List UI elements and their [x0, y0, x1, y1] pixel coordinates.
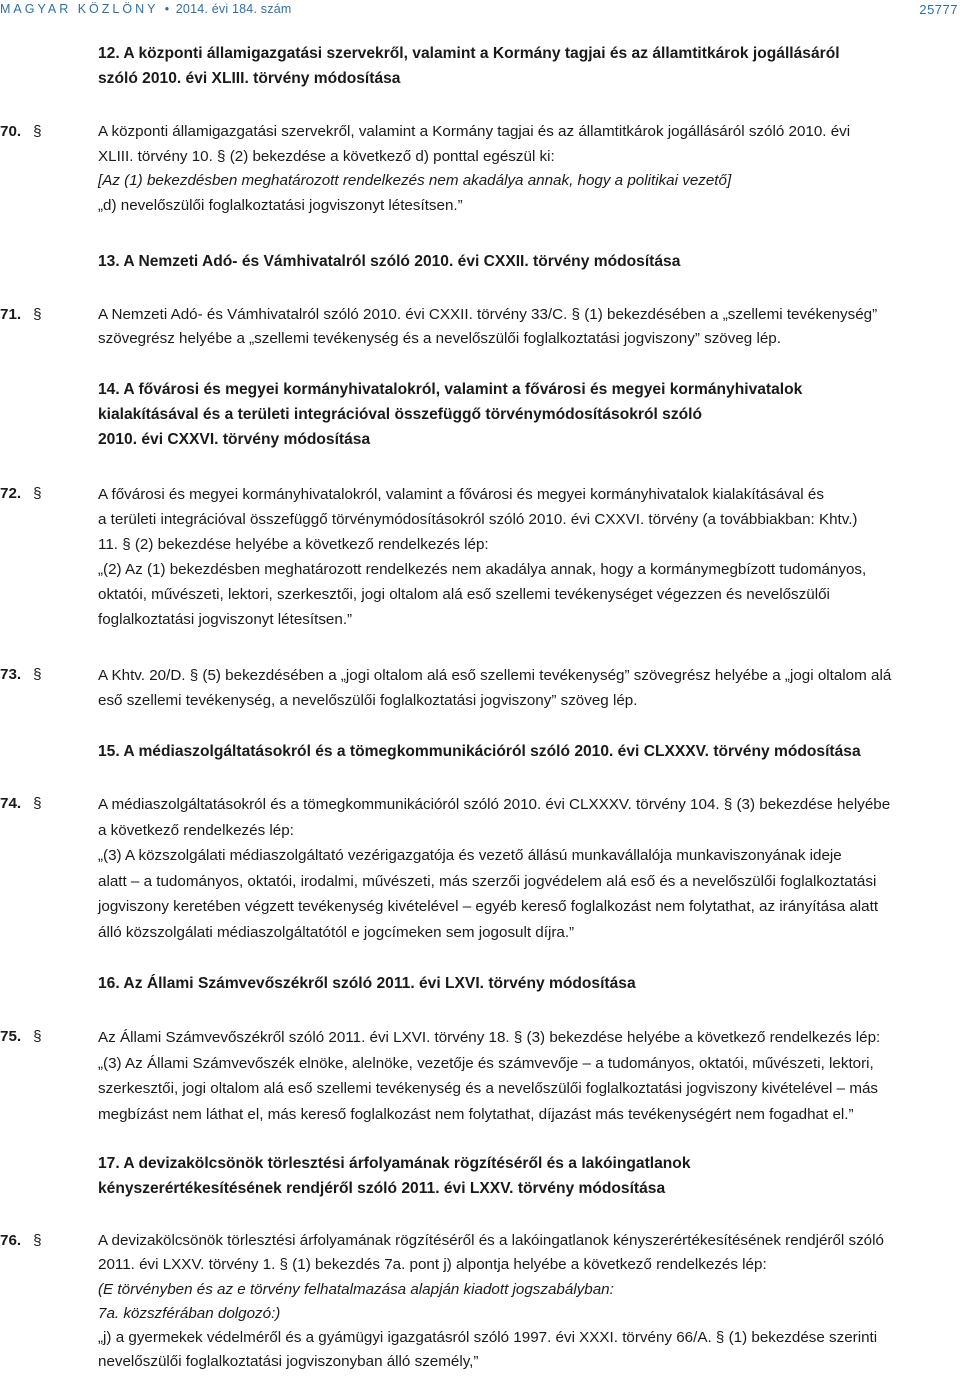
paragraph-number-73: [0, 663, 80, 687]
heading-line: 16. Az Állami Számvevőszékről szóló 2011. évi LXVI. törvény módosítása: [98, 975, 636, 992]
text-line: „(3) Az Állami Számvevőszék elnöke, alelnöke, vezetője és számvevője – a tudományos, oktatói, művészeti, lektori,: [98, 1054, 874, 1072]
page-header: [0, 0, 960, 24]
paragraph-76: [98, 1229, 958, 1375]
paragraph-73: [98, 663, 958, 713]
page-number: 25777: [919, 2, 958, 17]
heading-line: 2010. évi CXXVI. törvény módosítása: [98, 431, 371, 448]
text-line: nevelőszülői foglalkoztatási jogviszonyban álló személy,”: [98, 1353, 479, 1371]
heading-line: 15. A médiaszolgáltatásokról és a tömegkommunikációról szóló 2010. évi CLXXXV. törvény módosítása: [98, 743, 861, 760]
text-line: 7a. közszférában dolgozó:): [98, 1304, 281, 1322]
text-line: A központi államigazgatási szervekről, valamint a Kormány tagjai és az államtitkárok jogállásáról szóló 2010. évi: [98, 123, 851, 140]
text-line: megbízást nem láthat el, más kereső foglalkozást nem folytathat, díjazást más tevékenységért nem fogadhat el.”: [98, 1105, 854, 1123]
heading-line: szóló 2010. évi XLIII. törvény módosítása: [98, 70, 401, 87]
journal-title: MAGYAR KÖZLÖNY: [0, 2, 159, 16]
paragraph-number: 75.: [0, 1028, 22, 1045]
heading-line: kényszerértékesítésének rendjéről szóló 2011. évi LXXV. törvény módosítása: [98, 1180, 666, 1197]
paragraph-74: [98, 792, 958, 945]
journal-header: [0, 2, 291, 16]
section-symbol: §: [33, 485, 42, 502]
text-line: alatt – a tudományos, oktatói, irodalmi, művészeti, más szerzői jogvédelem alá eső és a nevelőszülői foglalkoztatási: [98, 872, 877, 890]
section-heading-16: [98, 971, 958, 996]
paragraph-number-70: [0, 120, 80, 144]
heading-line: kialakításával és a területi integrációval összefüggő törvénymódosításokról szóló: [98, 406, 703, 423]
text-line: álló közszolgálati médiaszolgáltatótól e jogcímeken sem jogosult díjra.”: [98, 923, 575, 941]
section-heading-14: [98, 377, 958, 452]
section-symbol: §: [33, 306, 42, 323]
text-line: A devizakölcsönök törlesztési árfolyamának rögzítéséről és a lakóingatlanok kényszerértékesítésének rendjéről szóló: [98, 1232, 884, 1249]
text-line: Az Állami Számvevőszékről szóló 2011. évi LXVI. törvény 18. § (3) bekezdése helyébe a következő rendelkezés lép:: [98, 1029, 881, 1046]
text-line: jogviszony keretében végzett tevékenység kivételével – egyéb kereső foglalkozást nem folytathat, az irányítása alatt: [98, 898, 879, 915]
paragraph-number: 76.: [0, 1232, 22, 1249]
text-line: foglalkoztatási jogviszonyt létesítsen.”: [98, 611, 353, 628]
section-symbol: §: [33, 666, 42, 683]
issue-label: 2014. évi 184. szám: [175, 2, 292, 16]
section-symbol: §: [33, 1232, 42, 1249]
text-line: A fővárosi és megyei kormányhivatalokról, valamint a fővárosi és megyei kormányhivatalok kialakításával és: [98, 486, 824, 503]
paragraph-number: 71.: [0, 306, 22, 323]
heading-line: 12. A központi államigazgatási szervekről, valamint a Kormány tagjai és az államtitkárok jogállásáról: [98, 45, 840, 62]
heading-line: 14. A fővárosi és megyei kormányhivatalokról, valamint a fővárosi és megyei kormányhivatalok: [98, 381, 803, 398]
text-line: A médiaszolgáltatásokról és a tömegkommunikációról szóló 2010. évi CLXXXV. törvény 104. § (3) bekezdése helyébe: [98, 796, 891, 813]
paragraph-number: 74.: [0, 795, 22, 812]
text-line: eső szellemi tevékenység, a nevelőszülői foglalkoztatási jogviszony” szöveg lép.: [98, 692, 638, 709]
paragraph-number-74: [0, 792, 80, 816]
text-line: szövegrész helyébe a „szellemi tevékenység és a nevelőszülői foglalkoztatási jogviszony” szöveg lép.: [98, 330, 781, 347]
paragraph-number: 72.: [0, 485, 22, 502]
section-symbol: §: [33, 1028, 42, 1045]
text-line: 2011. évi LXXV. törvény 1. § (1) bekezdés 7a. pont j) alpontja helyébe a következő rendelkezés lép:: [98, 1256, 767, 1274]
section-symbol: §: [33, 795, 42, 812]
text-line: a területi integrációval összefüggő törvénymódosításokról szóló 2010. évi CXXVI. törvény (a továbbiakban: Khtv.): [98, 511, 858, 528]
paragraph-number-71: [0, 303, 80, 327]
text-line: oktatói, művészeti, lektori, szerkesztői, jogi oltalom alá eső szellemi tevékenységet végezzen és nevelőszülői: [98, 586, 830, 603]
section-symbol: §: [33, 123, 42, 140]
heading-line: 17. A devizakölcsönök törlesztési árfolyamának rögzítéséről és a lakóingatlanok: [98, 1155, 691, 1172]
section-heading-13: [98, 249, 958, 274]
paragraph-number-72: [0, 482, 80, 506]
section-heading-15: [98, 739, 958, 764]
text-line: „j) a gyermekek védelméről és a gyámügyi igazgatásról szóló 1997. évi XXXI. törvény 66/A. § (1) bekezdése szerinti: [98, 1329, 878, 1347]
text-line: a következő rendelkezés lép:: [98, 821, 294, 839]
text-line: 11. § (2) bekezdése helyébe a következő rendelkezés lép:: [98, 536, 489, 553]
paragraph-75: [98, 1025, 958, 1127]
paragraph-number-76: [0, 1229, 80, 1253]
text-line: (E törvényben és az e törvény felhatalmazása alapján kiadott jogszabályban:: [98, 1280, 614, 1298]
section-heading-12: [98, 41, 958, 91]
text-line: [Az (1) bekezdésben meghatározott rendelkezés nem akadálya annak, hogy a politikai vezető]: [98, 172, 732, 189]
paragraph-71: [98, 303, 958, 351]
text-line: szerkesztői, jogi oltalom alá eső szellemi tevékenység és a nevelőszülői foglalkoztatási jogviszony kivételével – más: [98, 1080, 879, 1097]
text-line: „(3) A közszolgálati médiaszolgáltató vezérigazgatója és vezető állású munkavállalója munkaviszonyának ideje: [98, 847, 842, 864]
heading-line: 13. A Nemzeti Adó- és Vámhivatalról szóló 2010. évi CXXII. törvény módosítása: [98, 253, 681, 270]
paragraph-number: 70.: [0, 123, 22, 140]
paragraph-number-75: [0, 1025, 80, 1049]
text-line: XLIII. törvény 10. § (2) bekezdése a következő d) ponttal egészül ki:: [98, 147, 555, 165]
paragraph-72: [98, 482, 958, 632]
header-separator: •: [164, 2, 170, 16]
paragraph-number: 73.: [0, 666, 22, 683]
section-heading-17: [98, 1151, 958, 1201]
text-line: „(2) Az (1) bekezdésben meghatározott rendelkezés nem akadálya annak, hogy a kormánymegbízott tudományos,: [98, 561, 867, 578]
text-line: A Khtv. 20/D. § (5) bekezdésében a „jogi oltalom alá eső szellemi tevékenység” szövegrész helyébe a „jogi oltalom alá: [98, 667, 892, 684]
text-line: „d) nevelőszülői foglalkoztatási jogviszonyt létesítsen.”: [98, 196, 463, 214]
text-line: A Nemzeti Adó- és Vámhivatalról szóló 2010. évi CXXII. törvény 33/C. § (1) bekezdésében a „szellemi tevékenység”: [98, 306, 878, 323]
paragraph-70: [98, 120, 958, 218]
